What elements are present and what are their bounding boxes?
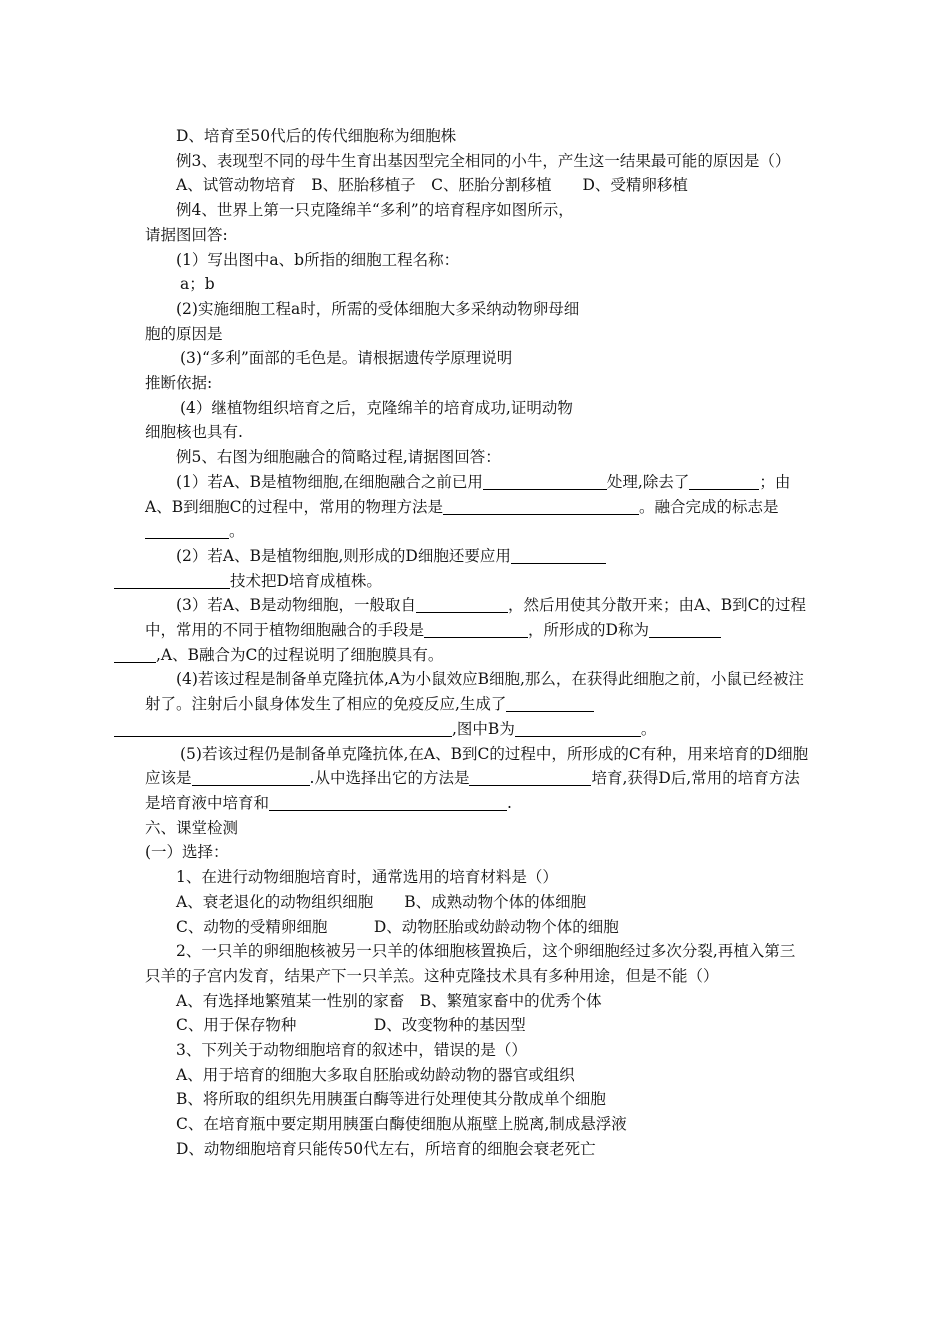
- q3-text-d: ,A、B融合为C的过程说明了细胞膜具有。: [156, 645, 444, 664]
- q5-text-d: .: [507, 793, 512, 812]
- example-5-q3: [145, 593, 810, 667]
- q4-blank-3[interactable]: [515, 720, 641, 737]
- test-q2-options-cd: C、用于保存物种 D、改变物种的基因型: [176, 1016, 526, 1035]
- test-q3-option-c: C、在培育瓶中要定期用胰蛋白酶使细胞从瓶壁上脱离,制成悬浮液: [176, 1115, 627, 1134]
- document-body: [145, 124, 810, 1162]
- q4-blank-2[interactable]: [114, 720, 452, 737]
- q4-text-b: ,图中B为: [452, 719, 515, 738]
- q3-text-a: (3）若A、B是动物细胞，一般取自: [176, 596, 416, 615]
- q1-blank-1[interactable]: [483, 473, 607, 490]
- example-4-instruction: 请据图回答:: [145, 225, 228, 244]
- example-3-question: 例3、表现型不同的母牛生育出基因型完全相同的小牛，产生这一结果最可能的原因是（）: [176, 151, 791, 170]
- q3-blank-3[interactable]: [649, 621, 721, 638]
- q1-blank-2[interactable]: [689, 473, 759, 490]
- q4-text-c: 。: [640, 719, 657, 738]
- example-5-q1: [145, 470, 810, 544]
- q1-text-c: ；由A、B到细胞C的过程中，常用的物理方法是: [145, 472, 791, 516]
- example-5-intro: 例5、右图为细胞融合的简略过程,请据图回答：: [176, 448, 501, 467]
- test-q3-option-a: A、用于培育的细胞大多取自胚胎或幼龄动物的器官或组织: [176, 1065, 575, 1084]
- q3-blank-4[interactable]: [114, 646, 156, 663]
- q5-blank-1[interactable]: [192, 769, 310, 786]
- example-5-q5: [145, 742, 810, 816]
- q1-text-e: 。: [229, 522, 245, 541]
- example-5-q4: [145, 667, 810, 741]
- q5-blank-2[interactable]: [469, 769, 591, 786]
- q1-blank-4[interactable]: [145, 522, 229, 539]
- q3-text-c: ，所形成的D称为: [528, 621, 649, 640]
- example-4-q1: (1）写出图中a、b所指的细胞工程名称：: [176, 250, 460, 269]
- test-q3-option-b: B、将所取的组织先用胰蛋白酶等进行处理使其分散成单个细胞: [176, 1090, 606, 1109]
- example-4-q2-line2: 胞的原因是: [145, 324, 223, 343]
- q4-blank-1[interactable]: [506, 695, 594, 712]
- section-6-heading: 六、课堂检测: [145, 818, 239, 837]
- test-q3-option-d: D、动物细胞培育只能传50代左右，所培育的细胞会衰老死亡: [176, 1139, 596, 1158]
- q1-text-d: 。融合完成的标志是: [638, 497, 779, 516]
- example-4-intro: 例4、世界上第一只克隆绵羊“多利”的培育程序如图所示，: [176, 201, 574, 220]
- q5-blank-3[interactable]: [269, 794, 507, 811]
- q5-text-c: 培育,获得D后,常用的培育方法是培育液中培育和: [145, 769, 800, 812]
- q3-blank-1[interactable]: [416, 596, 508, 613]
- test-q2-options-ab: A、有选择地繁殖某一性别的家畜 B、繁殖家畜中的优秀个体: [176, 991, 602, 1010]
- example-3-options: A、试管动物培育 B、胚胎移植子 C、胚胎分割移植 D、受精卵移植: [176, 176, 688, 195]
- test-q2: 2、一只羊的卵细胞核被另一只羊的体细胞核置换后，这个卵细胞经过多次分裂,再植入第三只羊的子宫内发育，结果产下一只羊羔。这种克隆技术具有多种用途，但是不能（）: [145, 942, 796, 985]
- q1-text-a: (1）若A、B是植物细胞,在细胞融合之前已用: [176, 472, 483, 491]
- q5-text-b: .从中选择出它的方法是: [309, 769, 470, 788]
- option-d-line: D、培育至50代后的传代细胞称为细胞株: [176, 127, 457, 145]
- q2-blank-1[interactable]: [511, 547, 606, 564]
- q2-text-a: (2）若A、B是植物细胞,则形成的D细胞还要应用: [176, 546, 511, 565]
- q5-text-a: (5)若该过程仍是制备单克隆抗体,在A、B到C的过程中，所形成的C有种，用来培育的D细胞应该是: [145, 744, 809, 788]
- q2-text-b: 技术把D培育成植株。: [230, 571, 382, 590]
- test-q1-options-ab: A、衰老退化的动物组织细胞 B、成熟动物个体的体细胞: [176, 892, 587, 911]
- example-4-q3-line1: (3)“多利”面部的毛色是。请根据遗传学原理说明: [180, 349, 513, 368]
- example-4-q3-line2: 推断依据:: [145, 374, 213, 393]
- example-4-q4-line1: (4）继植物组织培育之后，克隆绵羊的培育成功,证明动物: [180, 398, 573, 417]
- q1-text-b: 处理,除去了: [606, 472, 690, 491]
- q4-text-a: (4)若该过程是制备单克隆抗体,A为小鼠效应B细胞,那么，在获得此细胞之前，小鼠已经被注射了。注射后小鼠身体发生了相应的免疫反应,生成了: [145, 670, 804, 714]
- test-q1-options-cd: C、动物的受精卵细胞 D、动物胚胎或幼龄动物个体的细胞: [176, 917, 619, 936]
- example-4-q4-line2: 细胞核也具有.: [145, 423, 243, 442]
- example-4-q1-answer: a；b: [180, 275, 215, 294]
- q3-blank-2[interactable]: [424, 621, 528, 638]
- q3-text-b: ，然后用使其分散开来；由A、B到C的过程中，常用的不同于植物细胞融合的手段是: [145, 596, 806, 640]
- q1-blank-3[interactable]: [443, 498, 639, 515]
- test-q1: 1、在进行动物细胞培育时，通常选用的培育材料是（）: [176, 868, 558, 887]
- example-4-q2-line1: (2)实施细胞工程a时，所需的受体细胞大多采纳动物卵母细: [176, 299, 580, 318]
- section-6-subheading: (一）选择：: [145, 843, 229, 862]
- test-q3: 3、下列关于动物细胞培育的叙述中，错误的是（）: [176, 1041, 527, 1060]
- example-5-q2: [145, 544, 810, 593]
- q2-blank-2[interactable]: [114, 572, 230, 589]
